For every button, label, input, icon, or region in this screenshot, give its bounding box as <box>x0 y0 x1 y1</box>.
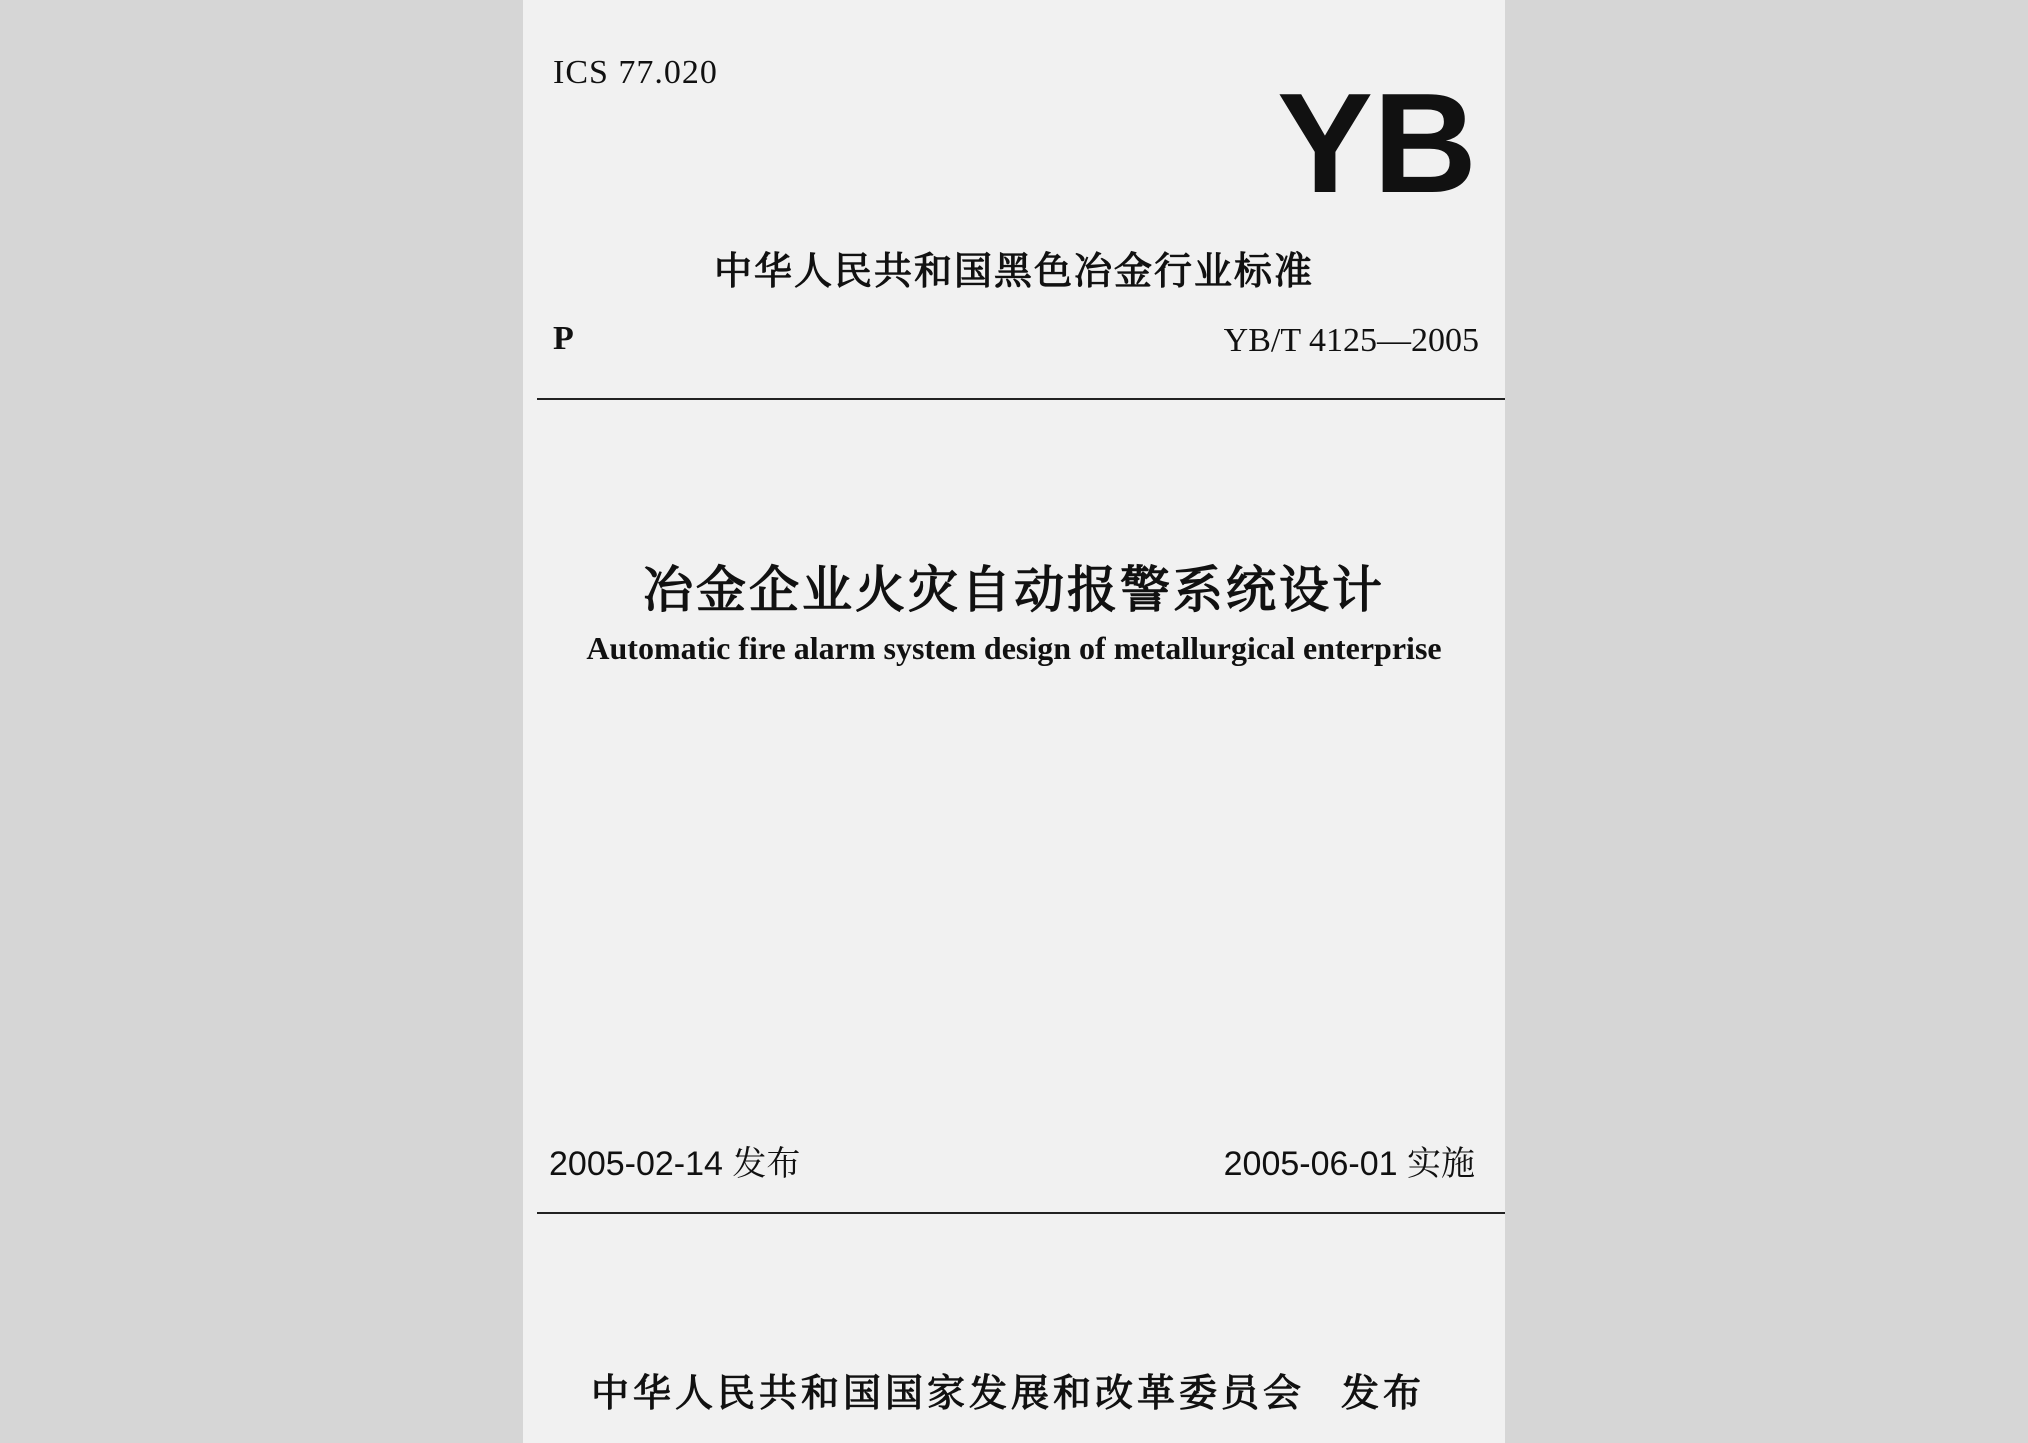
title-chinese: 冶金企业火灾自动报警系统设计 <box>643 561 1385 619</box>
publisher-line <box>591 1362 1425 1417</box>
publisher-name: 中华人民共和国国家发展和改革委员会 <box>591 1371 1306 1415</box>
standard-number: YB/T 4125—2005 <box>1223 322 1479 359</box>
issue-date: 2005-02-14 发布 <box>549 1145 801 1183</box>
effective-date: 2005-06-01 实施 <box>1223 1145 1475 1183</box>
ministry-title: 中华人民共和国黑色冶金行业标准 <box>713 249 1314 293</box>
standard-cover-page <box>523 0 1505 1443</box>
yb-logo-text: YB <box>1277 82 1477 200</box>
header-divider <box>537 398 1505 400</box>
title-english: Automatic fire alarm system design of metallurgical enterprise <box>586 630 1442 666</box>
ics-code: ICS 77.020 <box>553 54 718 91</box>
classification-code: P <box>553 320 574 357</box>
publish-label: 发布 <box>1341 1371 1426 1415</box>
yb-logo <box>1275 82 1479 200</box>
footer-divider <box>537 1212 1505 1214</box>
